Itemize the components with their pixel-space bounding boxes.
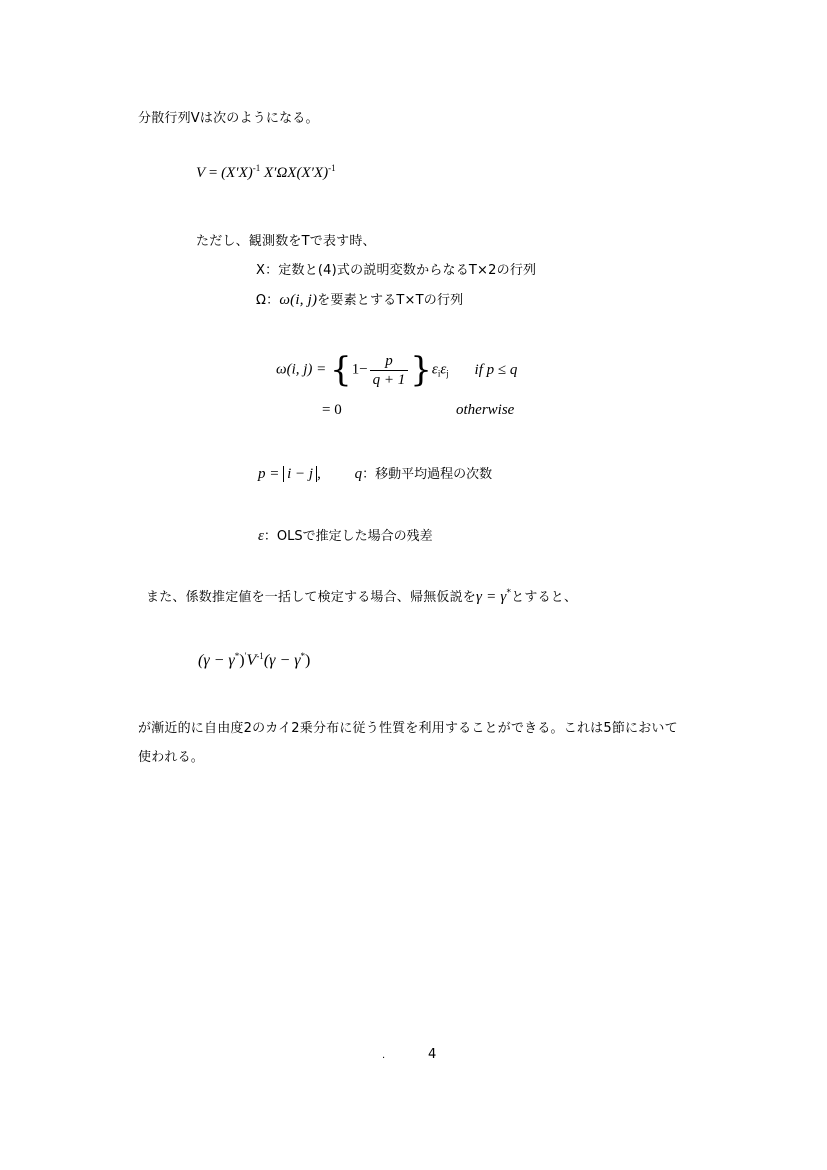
var-v: V [196,165,206,181]
var-term2: (X′X) [296,165,329,181]
left-brace: { [330,350,352,390]
sub-i: i [437,368,441,379]
frac-den: q + 1 [372,371,406,388]
abs-ij: i − j [283,466,317,482]
one-minus: 1− [351,361,368,378]
conclusion-line-2: 使われる。 [138,750,205,765]
p-definition [258,463,492,483]
intro-text: 分散行列Vは次のようになる。 [138,111,319,126]
dot-mark: . [382,1050,386,1061]
var-exp2: -1 [328,163,336,173]
omega-lhs: ω(i, j) = [276,361,327,378]
var-mid: X′ΩX [264,165,297,181]
qf-open2: (γ − γ [263,652,301,669]
eps-definition [258,525,433,545]
omega-definition [276,350,517,390]
qf-star1: * [234,651,240,661]
quadratic-form [198,652,310,670]
qf-close1: ) [239,652,245,669]
conclusion-line-1: が漸近的に自由度2のカイ2乗分布に従う性質を利用することができる。これは5節において [138,721,678,736]
def-omega [256,289,463,309]
frac-num: p [370,352,409,371]
var-eq: = [208,165,218,181]
var-exp1: -1 [252,163,261,173]
omega-otherwise: otherwise [456,402,515,418]
joint-test-line [146,586,577,606]
p-lhs: p = [258,466,280,482]
qf-star2: * [300,651,306,661]
eps-j: ε [440,361,447,378]
right-brace: } [410,350,432,390]
eps-text: ：OLSで推定した場合の残差 [263,529,433,544]
p-comma: , [317,466,321,482]
omega-fn: ω(i, j) [279,292,318,308]
joint-text-a: また、係数推定値を一括して検定する場合、帰無仮説を [146,590,477,605]
qf-inv: -1 [256,651,264,661]
eps-i: ε [431,361,438,378]
variance-formula [196,165,336,182]
cond-if: if p ≤ q [474,361,518,378]
fraction [370,352,409,389]
page-number: 4 [428,1047,437,1062]
hyp-eq: γ = γ [476,589,507,605]
def-x: X：定数と(4)式の説明変数からなるT×2の行列 [256,263,537,278]
qf-prime: ′ [244,651,247,661]
sub-j: j [446,368,449,379]
qf-v: V [246,652,257,669]
eps-sym: ε [258,528,264,544]
qf-open1: (γ − γ [198,652,235,669]
where-line: ただし、観測数をTで表す時、 [196,234,376,249]
q-text: ：移動平均過程の次数 [362,467,493,482]
var-term1: (X′X) [221,165,253,181]
joint-text-b: とすると、 [511,590,578,605]
omega-symbol: Ω： [256,293,280,308]
omega-zero: = 0 [322,402,342,418]
qf-close2: ) [305,652,311,669]
omega-text: を要素とするT×Tの行列 [317,293,464,308]
q-sym: q [354,466,363,482]
hyp-star: * [506,588,512,598]
